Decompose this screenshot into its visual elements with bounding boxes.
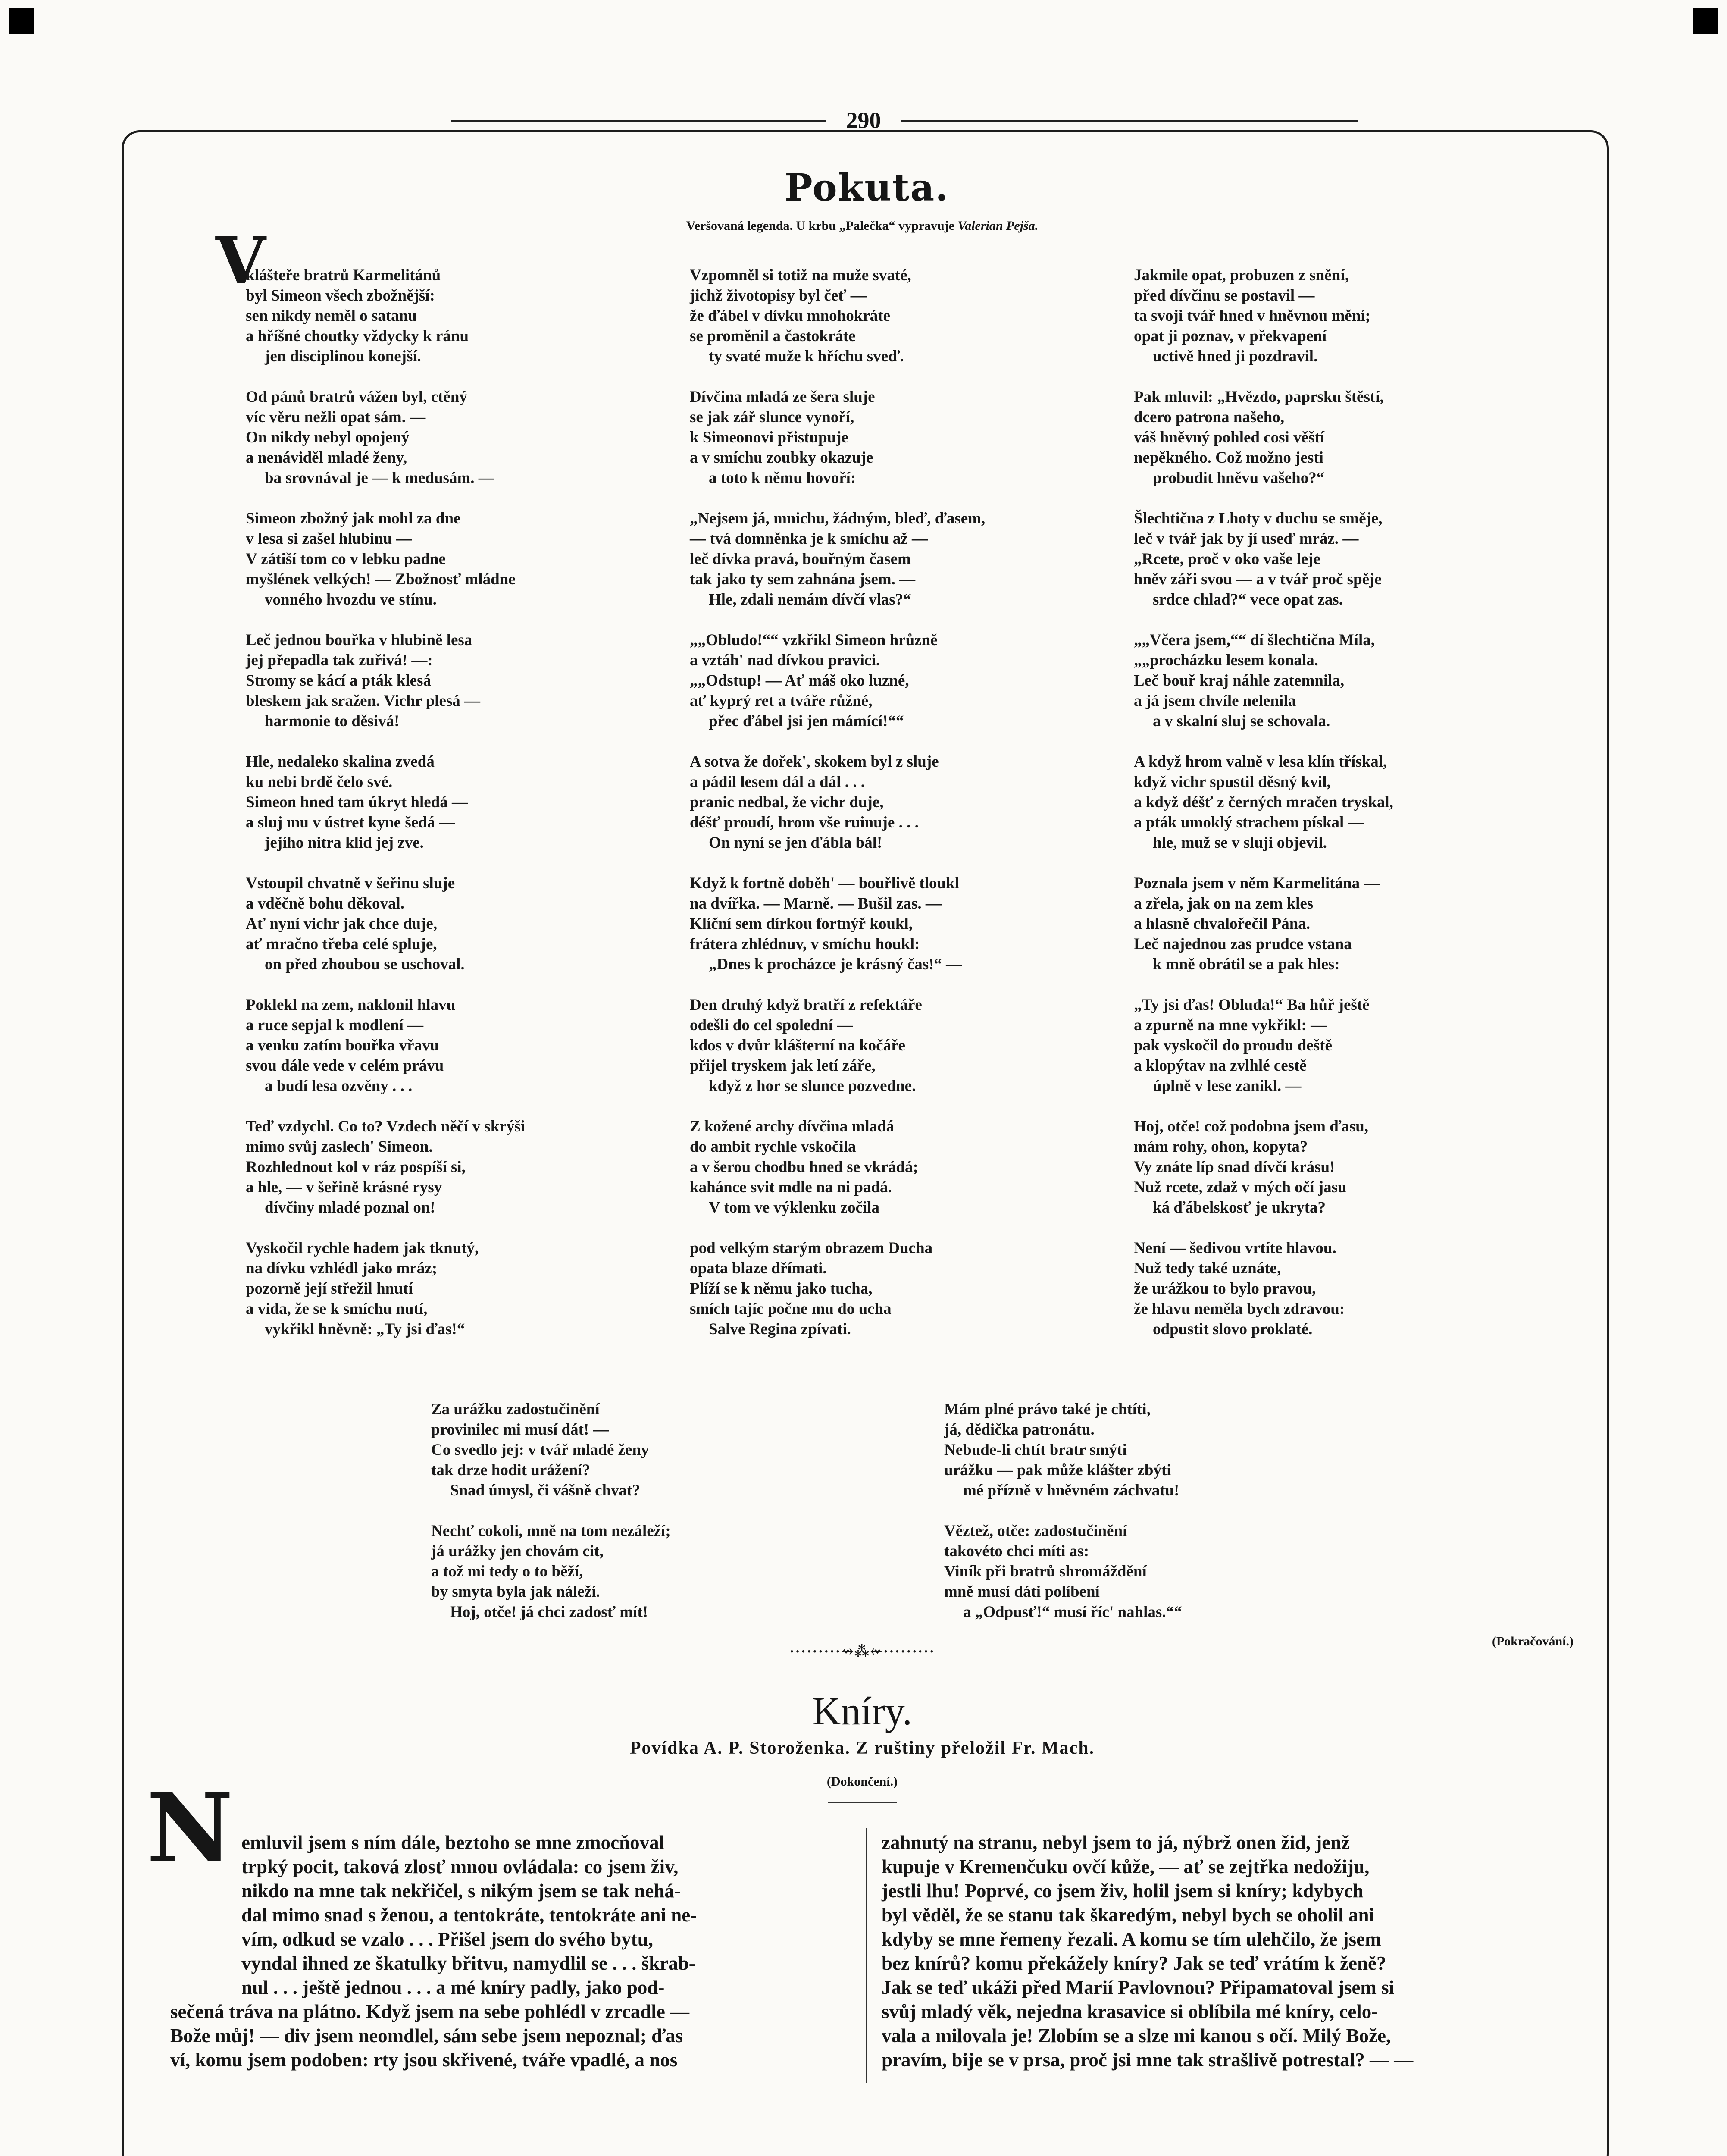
verse-line: „Rcete, proč v oko vaše leje: [1134, 550, 1320, 568]
story-subtitle: Povídka A. P. Storoženka. Z ruštiny přeložil Fr. Mach.: [629, 1738, 1095, 1758]
verse-line: Hoj, otče! já chci zadosť mít!: [450, 1603, 648, 1621]
verse-line: Leč bouř kraj náhle zatemnila,: [1134, 672, 1345, 689]
verse-line: jej přepadla tak zuřivá! —:: [246, 652, 433, 669]
verse-line: frátera zhlédnuv, v smíchu houkl:: [690, 935, 920, 953]
verse-line: hněv záři svou — a v tvář proč spěje: [1134, 570, 1382, 588]
verse-line: srdce chlad?“ vece opat zas.: [1153, 591, 1343, 608]
verse-line: „Ty jsi ďas! Obluda!“ Ba hůř ještě: [1134, 996, 1370, 1014]
stanza: [246, 873, 525, 975]
prose-line: nul . . . ještě jednou . . . a mé kníry padly, jako pod-: [241, 1977, 665, 1998]
verse-line: úplně v lese zanikl. —: [1153, 1077, 1302, 1095]
prose-line: zahnutý na stranu, nebyl jsem to já, nýbrž onen žid, jenž: [882, 1832, 1350, 1853]
verse-line: Pak mluvil: „Hvězdo, paprsku štěstí,: [1134, 388, 1384, 406]
verse-line: Klíční sem dírkou fortnýř koukl,: [690, 915, 913, 933]
verse-line: a „Odpusť!“ musí říc' nahlas.““: [963, 1603, 1182, 1621]
verse-line: Hle, zdali nemám dívčí vlas?“: [709, 591, 911, 608]
verse-line: a budí lesa ozvěny . . .: [265, 1077, 413, 1095]
stanza: [1134, 1238, 1393, 1339]
stanza: [690, 630, 985, 731]
poem-subtitle-text: Veršovaná legenda. U krbu „Palečka“ vypravuje: [686, 219, 955, 233]
verse-line: by smyta byla jak náleží.: [431, 1583, 600, 1601]
verse-line: před dívčinu se postavil —: [1134, 287, 1315, 304]
verse-line: váš hněvný pohled cosi věští: [1134, 429, 1325, 446]
verse-line: pranic nedbal, že vichr duje,: [690, 793, 884, 811]
verse-line: Poznala jsem v něm Karmelitána —: [1134, 874, 1380, 892]
verse-line: Snad úmysl, či vášně chvat?: [450, 1482, 640, 1499]
stanza: [246, 387, 525, 488]
stanza: [690, 873, 985, 975]
verse-line: já, dědička patronátu.: [944, 1421, 1095, 1438]
verse-line: mimo svůj zaslech' Simeon.: [246, 1138, 433, 1156]
prose-line: vala a milovala je! Zlobím se a slze mi kanou s očí. Milý Bože,: [882, 2025, 1391, 2046]
verse-line: jichž životopisy byl čeť —: [690, 287, 867, 304]
verse-line: Jakmile opat, probuzen z snění,: [1134, 266, 1349, 284]
poem-column-2: [690, 265, 985, 1360]
prose-line: vyndal ihned ze škatulky břitvu, namydlil se . . . škrab-: [241, 1952, 695, 1974]
verse-line: já urážky jen chovám cit,: [431, 1542, 604, 1560]
verse-line: Vy znáte líp snad dívčí krásu!: [1134, 1158, 1335, 1176]
verse-line: se proměnil a častokráte: [690, 327, 856, 345]
stanza: [431, 1399, 671, 1501]
verse-line: smích tajíc počne mu do ucha: [690, 1300, 892, 1318]
story-title: Kníry.: [812, 1689, 912, 1733]
verse-line: leč dívka pravá, bouřným časem: [690, 550, 911, 568]
header-rule-left: [451, 120, 826, 122]
stanza: [1134, 265, 1393, 367]
story-column-right: [882, 1830, 1413, 2072]
verse-line: „„Odstup! — Ať máš oko luzné,: [690, 672, 909, 689]
verse-line: Simeon hned tam úkryt hledá —: [246, 793, 468, 811]
verse-line: opat ji poznav, v překvapení: [1134, 327, 1327, 345]
verse-line: Ať nyní vichr jak chce duje,: [246, 915, 438, 933]
verse-line: vonného hvozdu ve stínu.: [265, 591, 437, 608]
verse-line: když vichr spustil děsný kvil,: [1134, 773, 1331, 791]
verse-line: nepěkného. Což možno jesti: [1134, 449, 1323, 467]
stanza: [431, 1521, 671, 1622]
verse-line: přec ďábel jsi jen mámící!““: [709, 712, 904, 730]
verse-line: Dívčina mladá ze šera sluje: [690, 388, 875, 406]
verse-line: V tom ve výklenku zočila: [709, 1199, 880, 1216]
poem-title: Pokuta.: [785, 166, 949, 210]
verse-line: kahánce svit mdle na ni padá.: [690, 1178, 892, 1196]
verse-line: tak jako ty sem zahnána jsem. —: [690, 570, 916, 588]
verse-line: a v šerou chodbu hned se vkrádá;: [690, 1158, 918, 1176]
verse-line: že hlavu neměla bych zdravou:: [1134, 1300, 1345, 1318]
stanza: [690, 752, 985, 853]
stanza: [246, 752, 525, 853]
verse-line: do ambit rychle vskočila: [690, 1138, 856, 1156]
verse-line: harmonie to děsivá!: [265, 712, 400, 730]
verse-line: k Simeonovi přistupuje: [690, 429, 849, 446]
stanza: [246, 1116, 525, 1218]
verse-line: a hle, — v šeřině krásné rysy: [246, 1178, 442, 1196]
verse-line: pak vyskočil do proudu deště: [1134, 1037, 1332, 1054]
verse-line: a hlasně chvalořečil Pána.: [1134, 915, 1311, 933]
verse-line: a vděčně bohu děkoval.: [246, 895, 405, 912]
verse-line: a v smíchu zoubky okazuje: [690, 449, 873, 467]
stanza: [690, 387, 985, 488]
verse-line: V zátiší tom co v lebku padne: [246, 550, 446, 568]
verse-line: jejího nitra klid jej zve.: [265, 834, 424, 852]
verse-line: a ruce sepjal k modlení —: [246, 1016, 424, 1034]
verse-line: Vzpomněl si totiž na muže svaté,: [690, 266, 911, 284]
page-number: 290: [846, 107, 881, 133]
verse-line: „Dnes k procházce je krásný čas!“ —: [709, 956, 962, 973]
verse-line: On nikdy nebyl opojený: [246, 429, 410, 446]
poem-bottom-right: [944, 1399, 1182, 1642]
verse-line: a pádil lesem dál a dál . . .: [690, 773, 865, 791]
stanza: [1134, 387, 1393, 488]
story-note: (Dokončení.): [826, 1774, 898, 1789]
stanza: [944, 1521, 1182, 1622]
stanza: [690, 1116, 985, 1218]
verse-line: na dívku vzhlédl jako mráz;: [246, 1260, 438, 1277]
verse-line: „„Obludo!““ vzkřikl Simeon hrůzně: [690, 631, 938, 649]
verse-line: se jak zář slunce vynoří,: [690, 408, 854, 426]
verse-line: přijel tryskem jak letí záře,: [690, 1057, 876, 1075]
verse-line: sen nikdy neměl o satanu: [246, 307, 417, 325]
poem-subtitle: [431, 219, 1293, 233]
header-rule-right: [901, 120, 1358, 122]
verse-line: Rozhlednout kol v ráz pospíší si,: [246, 1158, 466, 1176]
verse-line: Poklekl na zem, naklonil hlavu: [246, 996, 456, 1014]
verse-line: Nuž tedy také uznáte,: [1134, 1260, 1281, 1277]
verse-line: a zřela, jak on na zem kles: [1134, 895, 1314, 912]
poem-continued-note: (Pokračování.): [1492, 1634, 1574, 1648]
stanza: [246, 1238, 525, 1339]
stanza: [944, 1399, 1182, 1501]
poem-author: Valerian Pejša.: [957, 219, 1039, 233]
poem-column-3: [1134, 265, 1393, 1360]
column-divider-rule: [866, 1828, 867, 2083]
verse-line: v lesa si zašel hlubinu —: [246, 530, 412, 548]
corner-mark-top-left: [9, 8, 34, 34]
verse-line: svou dále vede v celém právu: [246, 1057, 444, 1075]
verse-line: Hoj, otče! což podobna jsem ďasu,: [1134, 1118, 1369, 1135]
verse-line: probudit hněvu vašeho?“: [1153, 469, 1325, 487]
corner-mark-top-right: [1693, 8, 1718, 34]
stanza: [246, 995, 525, 1096]
verse-line: myšlének velkých! — Zbožnosť mládne: [246, 570, 516, 588]
verse-line: a toto k němu hovoří:: [709, 469, 856, 487]
prose-line: Bože můj! — div jsem neomdlel, sám sebe jsem nepoznal; ďas: [170, 2025, 683, 2046]
verse-line: Mám plné právo také je chtíti,: [944, 1401, 1151, 1418]
prose-line: pravím, bije se v prsa, proč jsi mne tak strašlivě potrestal? — —: [882, 2049, 1414, 2071]
verse-line: na dvířka. — Marně. — Bušil zas. —: [690, 895, 942, 912]
prose-line: byl věděl, že se stanu tak škaredým, nebyl bych se oholil ani: [882, 1904, 1375, 1926]
verse-line: on před zhoubou se uschoval.: [265, 956, 465, 973]
verse-line: „„procházku lesem konala.: [1134, 652, 1318, 669]
verse-line: Vyskočil rychle hadem jak tknutý,: [246, 1239, 479, 1257]
verse-line: Šlechtična z Lhoty v duchu se směje,: [1134, 510, 1383, 527]
verse-line: víc věru nežli opat sám. —: [246, 408, 426, 426]
verse-line: Leč najednou zas prudce vstana: [1134, 935, 1352, 953]
prose-line: kupuje v Kremenčuku ovčí kůže, — ať se zejtřka nedožiju,: [882, 1856, 1370, 1877]
prose-line: kdyby se mne řemeny řezali. A komu se tím ulehčilo, že jsem: [882, 1928, 1381, 1950]
story-note-rule: [828, 1802, 897, 1803]
poem-bottom-left: [431, 1399, 671, 1642]
verse-line: pod velkým starým obrazem Ducha: [690, 1239, 933, 1257]
verse-line: ku nebi brdě čelo své.: [246, 773, 393, 791]
verse-line: k mně obrátil se a pak hles:: [1153, 956, 1340, 973]
verse-line: Hle, nedaleko skalina zvedá: [246, 753, 435, 771]
verse-line: kdos v dvůr klášterní na kočáře: [690, 1037, 905, 1054]
verse-line: Salve Regina zpívati.: [709, 1320, 851, 1338]
section-divider: ·········⇝⁂⇜·········: [789, 1644, 935, 1660]
prose-line: Jak se teď ukáži před Marií Pavlovnou? Připamatoval jsem si: [882, 1977, 1395, 1998]
prose-line: bez knírů? komu překážely kníry? Jak se teď vrátím k ženě?: [882, 1952, 1386, 1974]
verse-line: Za urážku zadostučinění: [431, 1401, 600, 1418]
stanza: [1134, 873, 1393, 975]
verse-line: a vztáh' nad dívkou pravici.: [690, 652, 880, 669]
verse-line: ať mračno třeba celé spluje,: [246, 935, 437, 953]
verse-line: a sluj mu v ústret kyne šedá —: [246, 814, 455, 831]
stanza: [690, 508, 985, 610]
verse-line: — tvá domněnka je k smíchu až —: [690, 530, 928, 548]
verse-line: A když hrom valně v lesa klín třískal,: [1134, 753, 1387, 771]
verse-line: a vida, že se k smíchu nutí,: [246, 1300, 428, 1318]
verse-line: odpustit slovo proklaté.: [1153, 1320, 1313, 1338]
verse-line: pozorně její střežil hnutí: [246, 1280, 413, 1297]
verse-line: „Nejsem já, mnichu, žádným, bleď, ďasem,: [690, 510, 986, 527]
verse-line: a hříšné choutky vždycky k ránu: [246, 327, 469, 345]
verse-line: „„Včera jsem,““ dí šlechtična Míla,: [1134, 631, 1375, 649]
verse-line: On nyní se jen ďábla bál!: [709, 834, 882, 852]
verse-line: Když k fortně doběh' — bouřlivě tloukl: [690, 874, 959, 892]
verse-line: Viník při bratrů shromáždění: [944, 1563, 1147, 1580]
stanza: [1134, 630, 1393, 731]
verse-line: uctivě hned ji pozdravil.: [1153, 348, 1318, 365]
verse-line: Nuž rcete, zdaž v mých očí jasu: [1134, 1178, 1347, 1196]
verse-line: Simeon zbožný jak mohl za dne: [246, 510, 461, 527]
verse-line: mám rohy, ohon, kopyta?: [1134, 1138, 1308, 1156]
verse-line: ba srovnával je — k medusám. —: [265, 469, 494, 487]
verse-line: mé přízně v hněvném záchvatu!: [963, 1482, 1179, 1499]
verse-line: Nechť cokoli, mně na tom nezáleží;: [431, 1522, 671, 1540]
verse-line: A sotva že dořek', skokem byl z sluje: [690, 753, 939, 771]
verse-line: ty svaté muže k hříchu sveď.: [709, 348, 904, 365]
prose-line: nikdo na mne tak nekřičel, s nikým jsem se tak nehá-: [241, 1880, 681, 1902]
verse-line: Věztež, otče: zadostučinění: [944, 1522, 1127, 1540]
verse-line: když z hor se slunce pozvedne.: [709, 1077, 916, 1095]
verse-line: Od pánů bratrů vážen byl, ctěný: [246, 388, 467, 406]
stanza: [246, 265, 525, 367]
stanza: [1134, 995, 1393, 1096]
verse-line: že ďábel v dívku mnohokráte: [690, 307, 890, 325]
stanza: [690, 265, 985, 367]
verse-line: opata blaze dřímati.: [690, 1260, 827, 1277]
poem-column-1: [246, 265, 525, 1360]
verse-line: a klopýtav na zvlhlé cestě: [1134, 1057, 1307, 1075]
verse-line: že urážkou to bylo pravou,: [1134, 1280, 1316, 1297]
prose-line: emluvil jsem s ním dále, beztoho se mne zmocňoval: [241, 1832, 665, 1853]
verse-line: a nenáviděl mladé ženy,: [246, 449, 407, 467]
verse-line: bleskem jak sražen. Vichr plesá —: [246, 692, 481, 710]
stanza: [246, 508, 525, 610]
verse-line: takovéto chci míti as:: [944, 1542, 1089, 1560]
verse-line: odešli do cel spolední —: [690, 1016, 853, 1034]
verse-line: tak drze hodit urážení?: [431, 1461, 590, 1479]
verse-line: Není — šedivou vrtíte hlavou.: [1134, 1239, 1336, 1257]
verse-line: byl Simeon všech zbožnější:: [246, 287, 435, 304]
prose-line: svůj mladý věk, nejedna krasavice si oblíbila mé kníry, celo-: [882, 2001, 1378, 2022]
verse-line: a pták umoklý strachem pískal —: [1134, 814, 1364, 831]
prose-line: jestli lhu! Poprvé, co jsem živ, holil jsem si kníry; kdybych: [882, 1880, 1364, 1902]
verse-line: Vstoupil chvatně v šeřinu sluje: [246, 874, 455, 892]
verse-line: a venku zatím bouřka vřavu: [246, 1037, 439, 1054]
verse-line: a zpurně na mne vykřikl: —: [1134, 1016, 1327, 1034]
verse-line: Den druhý když bratří z refektáře: [690, 996, 922, 1014]
poem-dropcap: V: [216, 223, 266, 299]
stanza: [690, 995, 985, 1096]
verse-line: provinilec mi musí dát! —: [431, 1421, 609, 1438]
verse-line: a v skalní sluj se schovala.: [1153, 712, 1330, 730]
story-dropcap: N: [147, 1772, 234, 1884]
verse-line: Nebude-li chtít bratr smýti: [944, 1441, 1127, 1459]
verse-line: Teď vzdychl. Co to? Vzdech něčí v skrýši: [246, 1118, 525, 1135]
stanza: [690, 1238, 985, 1339]
verse-line: Leč jednou bouřka v hlubině lesa: [246, 631, 472, 649]
verse-line: leč v tvář jak by jí useď mráz. —: [1134, 530, 1359, 548]
stanza: [1134, 508, 1393, 610]
verse-line: a když déšť z černých mračen tryskal,: [1134, 793, 1393, 811]
verse-line: a já jsem chvíle nelenila: [1134, 692, 1296, 710]
stanza: [246, 630, 525, 731]
verse-line: Co svedlo jej: v tvář mladé ženy: [431, 1441, 649, 1459]
verse-line: dcero patrona našeho,: [1134, 408, 1285, 426]
verse-line: ta svoji tvář hned v hněvnou mění;: [1134, 307, 1370, 325]
verse-line: ká ďábelskosť je ukryta?: [1153, 1199, 1326, 1216]
verse-line: Plíží se k němu jako tucha,: [690, 1280, 873, 1297]
verse-line: mně musí dáti políbení: [944, 1583, 1100, 1601]
verse-line: urážku — pak může klášter zbýti: [944, 1461, 1171, 1479]
verse-line: déšť proudí, hrom vše ruinuje . . .: [690, 814, 919, 831]
verse-line: ať kyprý ret a tváře růžné,: [690, 692, 873, 710]
story-column-left: [170, 1830, 697, 2072]
stanza: [1134, 752, 1393, 853]
prose-line: ví, komu jsem podoben: rty jsou skřivené, tváře vpadlé, a nos: [170, 2049, 678, 2071]
verse-line: jen disciplinou konejší.: [265, 348, 421, 365]
prose-line: dal mimo snad s ženou, a tentokráte, tentokráte ani ne-: [241, 1904, 697, 1926]
prose-line: trpký pocit, taková zlosť mnou ovládala: co jsem živ,: [241, 1856, 679, 1877]
prose-line: sečená tráva na plátno. Když jsem na sebe pohlédl v zrcadle —: [170, 2001, 690, 2022]
verse-line: hle, muž se v sluji objevil.: [1153, 834, 1327, 852]
prose-line: vím, odkud se vzalo . . . Přišel jsem do svého bytu,: [241, 1928, 654, 1950]
verse-line: Z kožené archy dívčina mladá: [690, 1118, 895, 1135]
verse-line: vykřikl hněvně: „Ty jsi ďas!“: [265, 1320, 465, 1338]
verse-line: a tož mi tedy o to běží,: [431, 1563, 583, 1580]
verse-line: dívčiny mladé poznal on!: [265, 1199, 435, 1216]
verse-line: klášteře bratrů Karmelitánů: [246, 266, 441, 284]
stanza: [1134, 1116, 1393, 1218]
verse-line: Stromy se kácí a pták klesá: [246, 672, 431, 689]
